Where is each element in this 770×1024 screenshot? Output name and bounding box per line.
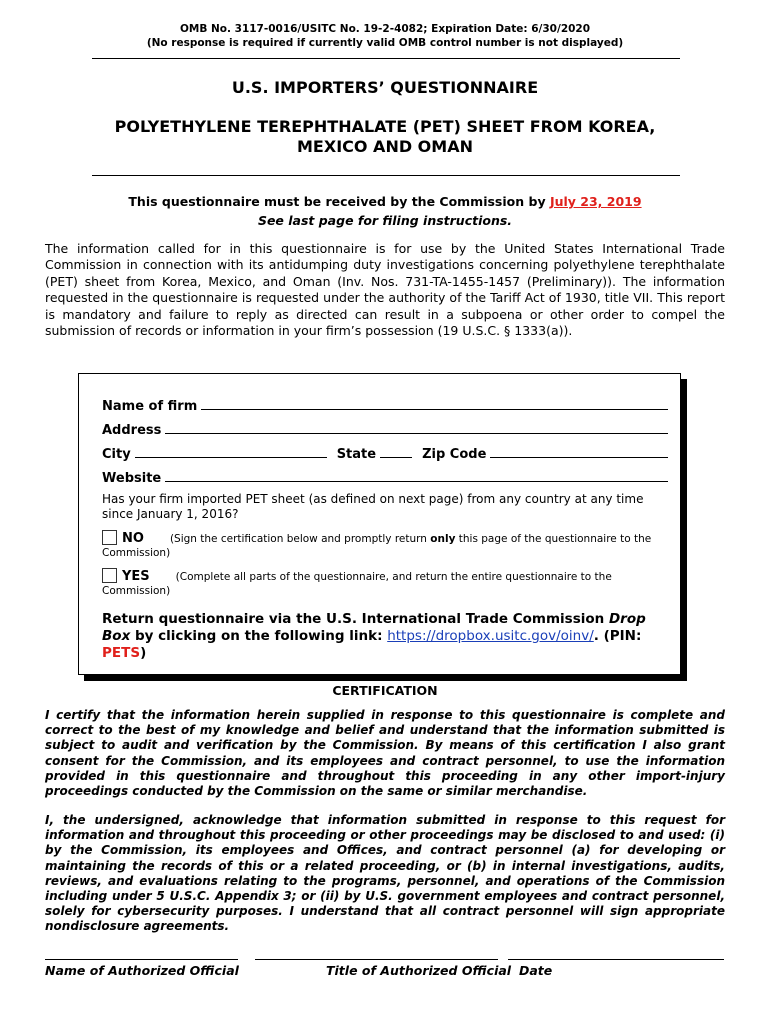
no-text-pre: (Sign the certification below and promptly return	[169, 533, 431, 545]
zip-code-field[interactable]	[490, 444, 668, 458]
city-field[interactable]	[135, 444, 327, 458]
page-title: U.S. IMPORTERS’ QUESTIONNAIRE	[231, 78, 539, 97]
yes-label: YES	[122, 569, 150, 584]
header-divider	[92, 58, 680, 59]
address-field[interactable]	[165, 420, 668, 434]
yes-checkbox[interactable]	[102, 568, 117, 583]
return-pin-pre: . (PIN:	[593, 628, 642, 644]
due-date: July 23, 2019	[549, 194, 642, 209]
official-title-line[interactable]	[255, 959, 498, 960]
address-row	[102, 420, 668, 438]
firm-name-label: Name of firm	[102, 399, 198, 414]
filing-instructions-note: See last page for filing instructions.	[257, 213, 513, 228]
certification-paragraph-1: I certify that the information herein supplied in response to this questionnaire is complete and correct to the best of my knowledge and belief and understand that the information submitted is subject to audit and verification by the Commission. By means of this certification I also grant consent for the Commission, and its employees and contract personnel, to use the information provided in this questionnaire and throughout this proceeding in any other import-injury proceedings conducted by the Commission on the same or similar merchandise.	[45, 708, 725, 799]
zip-code-label: Zip Code	[422, 447, 487, 462]
firm-info-box	[78, 373, 681, 675]
omb-number: OMB No. 3117-0016/USITC No. 19-2-4082; Expiration Date: 6/30/2020	[179, 23, 591, 35]
dropbox-link[interactable]: https://dropbox.usitc.gov/oinv/	[387, 628, 594, 644]
return-colon: :	[377, 628, 388, 644]
option-no	[102, 530, 677, 560]
return-dropbox: Drop Box	[102, 611, 646, 644]
certification-paragraph-2: I, the undersigned, acknowledge that information submitted in response to this request for information and throughout this proceeding or other proceedings may be disclosed to and used: (i) by the Commission, its employees and Offices, and contract personnel (a) for developing or maintaining the records of this or a related proceeding, or (b) in internal investigations, audits, reviews, and evaluations relating to the programs, personnel, and operations of the Commission including under 5 U.S.C. Appendix 3; or (ii) by U.S. government employees and contract personnel, solely for cybersecurity purposes. I understand that all contract personnel will sign appropriate nondisclosure agreements.	[45, 813, 725, 934]
subject-line-1: POLYETHYLENE TEREPHTHALATE (PET) SHEET FROM KOREA,	[114, 117, 656, 136]
state-field[interactable]	[380, 444, 412, 458]
date-label: Date	[519, 963, 553, 978]
pin-code: PETS	[102, 645, 141, 661]
title-divider	[92, 175, 680, 176]
no-text-bold: only	[430, 533, 456, 545]
website-label: Website	[102, 471, 162, 486]
website-field[interactable]	[165, 468, 668, 482]
firm-name-row	[102, 396, 668, 414]
address-label: Address	[102, 423, 162, 438]
return-text-pre: Return questionnaire via the U.S. International Trade Commission	[102, 611, 609, 627]
state-label: State	[336, 447, 377, 462]
subject-title	[0, 117, 770, 157]
return-text-mid: by clicking on the following link	[130, 628, 378, 644]
due-prefix: This questionnaire must be received by the Commission by	[128, 194, 550, 209]
certification-heading: CERTIFICATION	[332, 683, 438, 698]
omb-note: (No response is required if currently valid OMB control number is not displayed)	[146, 37, 624, 49]
official-name-label: Name of Authorized Official	[45, 963, 239, 978]
date-line[interactable]	[508, 959, 724, 960]
subject-line-2: MEXICO AND OMAN	[297, 137, 473, 156]
import-question: Has your firm imported PET sheet (as defined on next page) from any country at any time since January 1, 2016?	[102, 492, 644, 521]
city-label: City	[102, 447, 131, 462]
no-checkbox[interactable]	[102, 530, 117, 545]
return-pin-post: )	[140, 645, 147, 661]
official-title-label: Title of Authorized Official	[326, 963, 512, 978]
firm-name-field[interactable]	[201, 396, 668, 410]
option-yes	[102, 568, 677, 598]
return-instructions	[102, 611, 677, 662]
no-text-post: this page of the questionnaire to the Commission)	[102, 533, 652, 559]
intro-paragraph: The information called for in this questionnaire is for use by the United States International Trade Commission in connection with its antidumping duty investigations concerning polyethylene terephthalate (PET) sheet from Korea, Mexico, and Oman (Inv. Nos. 731-TA-1455-1457 (Preliminary)). The information requested in the questionnaire is requested under the authority of the Tariff Act of 1930, title VII. This report is mandatory and failure to reply as directed can result in a subpoena or other order to compel the submission of records or information in your firm’s possession (19 U.S.C. § 1333(a)).	[45, 241, 725, 339]
yes-text: (Complete all parts of the questionnaire, and return the entire questionnaire to the Commission)	[102, 571, 612, 597]
website-row	[102, 468, 668, 486]
city-state-zip-row	[102, 444, 668, 462]
official-name-line[interactable]	[45, 959, 238, 960]
no-label: NO	[122, 531, 144, 546]
due-notice	[0, 192, 770, 230]
